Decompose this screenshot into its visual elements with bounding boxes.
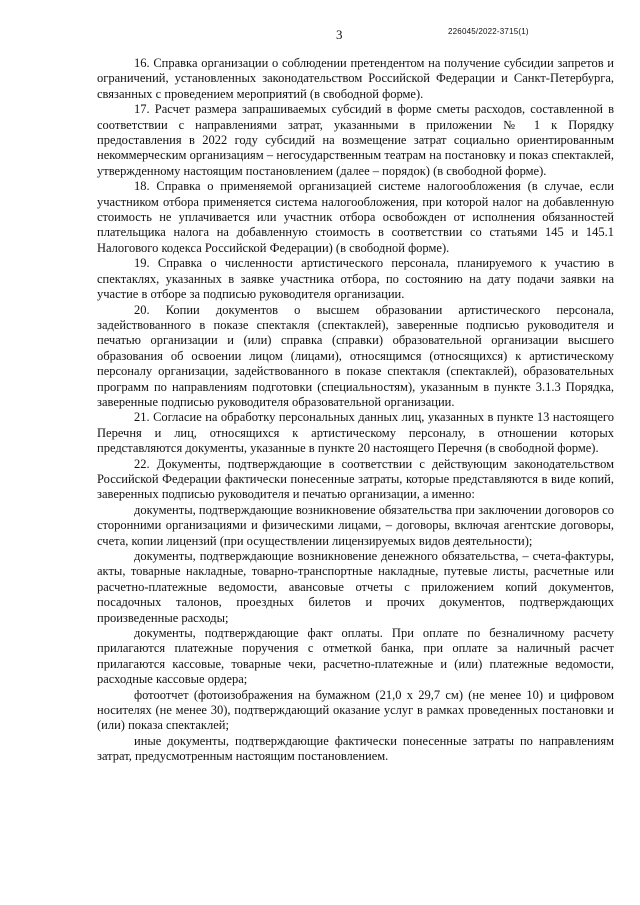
paragraph-22: 22. Документы, подтверждающие в соответствии с действующим законодательством Российской Федерации фактически понесенные затраты, которые представляются в виде копий, заверенных подписью руководителя и печатью организации, а именно: <box>97 456 614 502</box>
list-item-monetary-obligation: документы, подтверждающие возникновение денежного обязательства, – счета-фактуры, акты, товарные накладные, товарно-транспортные накладные, путевые листы, расчетные или расчетно-платежные ведомости, авансовые отчеты с приложением копий документов, посадочных талонов, проездных билетов и прочих документов, подтверждающих произведенные расходы; <box>97 549 614 625</box>
paragraph-21: 21. Согласие на обработку персональных данных лиц, указанных в пункте 13 настоящего Перечня и лиц, относящихся к артистическому персоналу, в отношении которых представляются документы, указанные в пункте 20 настоящего Перечня (в свободной форме). <box>97 410 614 456</box>
paragraph-17: 17. Расчет размера запрашиваемых субсидий в форме сметы расходов, составленной в соответствии с направлениями затрат, указанными в приложении № 1 к Порядку предоставления в 2022 году субсидий на возмещение затрат социально ориентированным некоммерческим организациям – негосударственным театрам на постановку и показ спектаклей, утвержденному настоящим постановлением (далее – порядок) (в свободной форме). <box>97 102 614 178</box>
list-item-obligation-contracts: документы, подтверждающие возникновение обязательства при заключении договоров со сторонними организациями и физическими лицами, – договоры, включая агентские договоры, счета, копии лицензий (при осуществлении лицензируемых видов деятельности); <box>97 502 614 548</box>
list-item-other-documents: иные документы, подтверждающие фактически понесенные затраты по направлениям затрат, предусмотренным настоящим постановлением. <box>97 733 614 764</box>
paragraph-19: 19. Справка о численности артистического персонала, планируемого к участию в спектаклях, указанных в заявке участника отбора, по состоянию на дату подачи заявки на участие в отборе за подписью руководителя организации. <box>97 256 614 302</box>
list-item-payment-proof: документы, подтверждающие факт оплаты. При оплате по безналичному расчету прилагаются платежные поручения с отметкой банка, при оплате за наличный расчет прилагаются кассовые, товарные чеки, расчетно-платежные и (или) платежные ведомости, расходные кассовые ордера; <box>97 626 614 687</box>
page-number: 3 <box>336 27 343 42</box>
paragraph-18: 18. Справка о применяемой организацией системе налогообложения (в случае, если участником отбора применяется система налогообложения, при которой налог на добавленную стоимость не уплачивается или участник отбора освобожден от исполнения обязанностей плательщика налога на добавленную стоимость в соответствии со статьями 145 и 145.1 Налогового кодекса Российской Федерации) (в свободной форме). <box>97 179 614 255</box>
document-id: 226045/2022-3715(1) <box>448 27 529 36</box>
paragraph-20: 20. Копии документов о высшем образовании артистического персонала, задействованного в показе спектакля (спектаклей), заверенные подписью руководителя и печатью организации и (или) справка (справки) образовательной организации высшего образования об освоении лицом (лицами), относящимся (относящихся) к артистическому персоналу организации, задействованного в показе спектакля (спектаклей), образовательных программ по направлениям подготовки (специальностям), указанным в пункте 3.1.3 Порядка, заверенные подписью руководителя образовательной организации. <box>97 302 614 409</box>
paragraph-16: 16. Справка организации о соблюдении претендентом на получение субсидии запретов и ограничений, установленных законодательством Российской Федерации и Санкт-Петербурга, связанных с проведением мероприятий (в свободной форме). <box>97 56 614 101</box>
document-body <box>97 56 614 765</box>
list-item-photo-report: фотоотчет (фотоизображения на бумажном (21,0 х 29,7 см) (не менее 10) и цифровом носителях (не менее 30), подтверждающий оказание услуг в рамках проведенных постановки и (или) показа спектаклей; <box>97 687 614 733</box>
